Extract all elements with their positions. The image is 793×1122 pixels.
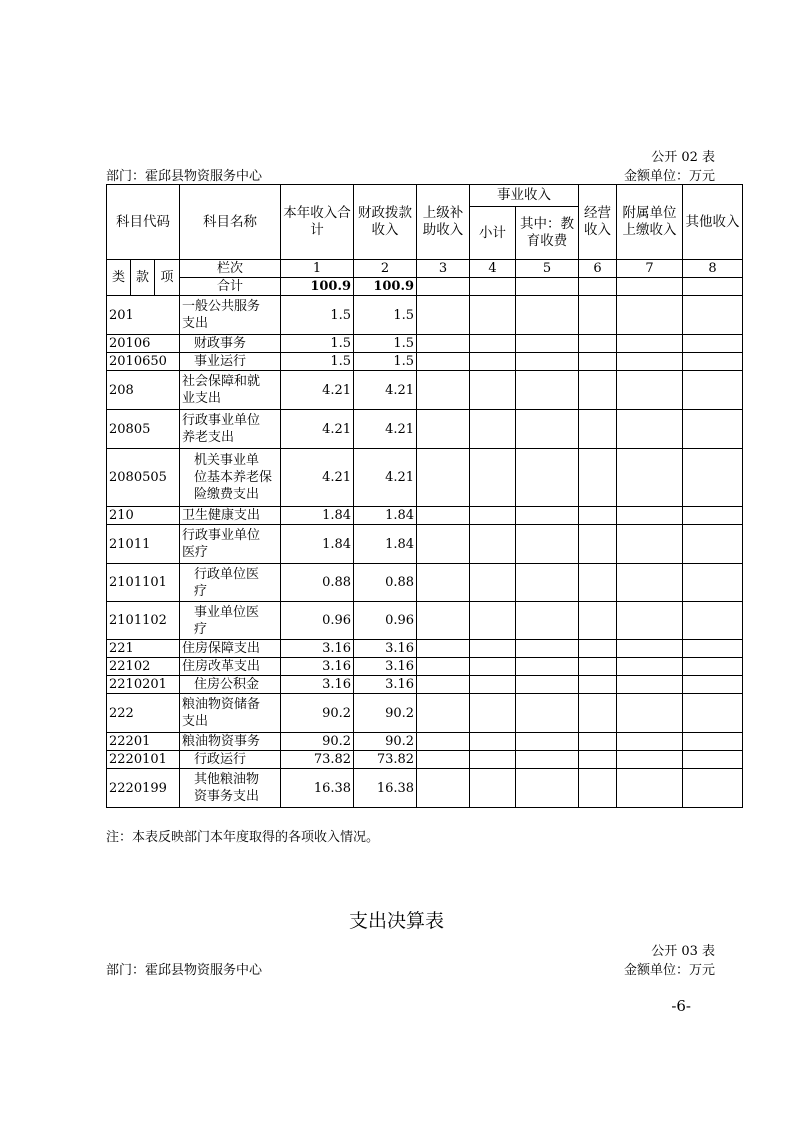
table-row xyxy=(107,335,743,353)
row-name xyxy=(180,602,281,640)
row-code: 2010650 xyxy=(107,353,180,371)
table-number-2: 公开 03 表 xyxy=(651,944,715,959)
row-name-line: 事业单位医 xyxy=(194,604,260,620)
empty-cell xyxy=(516,676,579,694)
row-code: 22102 xyxy=(107,658,180,676)
row-fiscal: 0.88 xyxy=(354,564,417,602)
empty-cell xyxy=(617,371,683,410)
empty-cell xyxy=(470,751,516,769)
empty-cell xyxy=(683,676,743,694)
table-row xyxy=(107,449,743,507)
row-name-line: 机关事业单 xyxy=(194,453,260,468)
row-total: 4.21 xyxy=(281,371,354,410)
header-total: 本年收入合计 xyxy=(281,185,354,260)
row-name-line: 事业运行 xyxy=(194,354,247,369)
empty-cell xyxy=(516,658,579,676)
empty-cell xyxy=(417,449,470,507)
header-fiscal: 财政拨款收入 xyxy=(354,185,417,260)
empty-cell xyxy=(617,769,683,808)
row-name xyxy=(180,335,281,353)
empty-cell xyxy=(683,353,743,371)
row-total: 1.5 xyxy=(281,296,354,335)
row-fiscal: 4.21 xyxy=(354,449,417,507)
empty-cell xyxy=(579,733,617,751)
header-code: 科目代码 xyxy=(107,185,180,260)
empty-cell xyxy=(516,296,579,335)
row-name xyxy=(180,371,281,410)
empty-cell xyxy=(470,676,516,694)
row-name xyxy=(180,296,281,335)
empty-cell xyxy=(417,733,470,751)
empty-cell xyxy=(470,335,516,353)
row-code: 210 xyxy=(107,507,180,525)
table-row xyxy=(107,525,743,564)
row-total: 4.21 xyxy=(281,449,354,507)
row-name-line: 行政运行 xyxy=(194,752,247,767)
empty-cell xyxy=(617,640,683,658)
empty-cell xyxy=(579,658,617,676)
empty-cell xyxy=(417,371,470,410)
table-row xyxy=(107,751,743,769)
empty-cell xyxy=(579,353,617,371)
header-kuan: 款 xyxy=(131,260,155,296)
empty-cell xyxy=(579,296,617,335)
empty-cell xyxy=(417,335,470,353)
empty-cell xyxy=(579,410,617,449)
empty-cell xyxy=(417,602,470,640)
empty-cell xyxy=(617,449,683,507)
empty-cell xyxy=(516,507,579,525)
col-number: 7 xyxy=(617,260,683,278)
row-name xyxy=(180,449,281,507)
table-row xyxy=(107,371,743,410)
sum-total: 100.9 xyxy=(281,278,354,296)
row-total: 90.2 xyxy=(281,733,354,751)
empty-cell xyxy=(683,296,743,335)
income-table xyxy=(106,184,743,808)
row-total: 4.21 xyxy=(281,410,354,449)
empty-cell xyxy=(516,564,579,602)
table-row xyxy=(107,507,743,525)
empty-cell xyxy=(683,564,743,602)
row-name xyxy=(180,410,281,449)
empty-cell xyxy=(617,564,683,602)
empty-cell xyxy=(516,410,579,449)
row-total: 0.88 xyxy=(281,564,354,602)
row-code: 222 xyxy=(107,694,180,733)
empty-cell xyxy=(683,658,743,676)
row-name-line: 行政事业单位 xyxy=(182,413,261,428)
row-name xyxy=(180,733,281,751)
empty-cell xyxy=(617,751,683,769)
row-name-line: 其他粮油物 xyxy=(194,772,260,787)
row-name-line: 住房改革支出 xyxy=(182,659,261,674)
empty-cell xyxy=(417,751,470,769)
col-number: 1 xyxy=(281,260,354,278)
empty-cell xyxy=(417,296,470,335)
empty-cell xyxy=(617,694,683,733)
empty-cell xyxy=(470,507,516,525)
empty-cell xyxy=(470,278,516,296)
table-row xyxy=(107,769,743,808)
row-name-line: 行政单位医 xyxy=(194,566,260,582)
row-name-line: 疗 xyxy=(194,583,208,599)
row-total: 1.5 xyxy=(281,335,354,353)
row-name-line: 资事务支出 xyxy=(194,789,260,804)
row-total: 73.82 xyxy=(281,751,354,769)
empty-cell xyxy=(470,449,516,507)
empty-cell xyxy=(516,449,579,507)
empty-cell xyxy=(470,658,516,676)
row-name-line: 行政事业单位 xyxy=(182,528,261,543)
empty-cell xyxy=(417,278,470,296)
header-career-group: 事业收入 xyxy=(470,185,579,207)
empty-cell xyxy=(470,353,516,371)
empty-cell xyxy=(617,335,683,353)
row-total: 16.38 xyxy=(281,769,354,808)
empty-cell xyxy=(617,658,683,676)
row-code: 20106 xyxy=(107,335,180,353)
table-row xyxy=(107,410,743,449)
empty-cell xyxy=(683,694,743,733)
header-other: 其他收入 xyxy=(683,185,743,260)
empty-cell xyxy=(579,769,617,808)
row-fiscal: 16.38 xyxy=(354,769,417,808)
empty-cell xyxy=(617,676,683,694)
row-name xyxy=(180,353,281,371)
table-row xyxy=(107,658,743,676)
empty-cell xyxy=(470,769,516,808)
row-name xyxy=(180,676,281,694)
row-code: 208 xyxy=(107,371,180,410)
row-fiscal: 1.84 xyxy=(354,507,417,525)
empty-cell xyxy=(417,658,470,676)
empty-cell xyxy=(579,602,617,640)
row-fiscal: 3.16 xyxy=(354,640,417,658)
empty-cell xyxy=(470,640,516,658)
empty-cell xyxy=(683,602,743,640)
empty-cell xyxy=(579,449,617,507)
empty-cell xyxy=(516,278,579,296)
row-name xyxy=(180,640,281,658)
table-row xyxy=(107,296,743,335)
unit-label-2: 金额单位：万元 xyxy=(623,963,715,978)
empty-cell xyxy=(516,769,579,808)
row-name-line: 粮油物资事务 xyxy=(182,734,261,749)
empty-cell xyxy=(683,449,743,507)
row-code: 20805 xyxy=(107,410,180,449)
row-name-line: 住房保障支出 xyxy=(182,641,261,656)
empty-cell xyxy=(516,602,579,640)
row-name-line: 养老支出 xyxy=(182,430,235,445)
empty-cell xyxy=(516,525,579,564)
empty-cell xyxy=(683,335,743,353)
empty-cell xyxy=(617,507,683,525)
row-name-line: 位基本养老保 xyxy=(194,470,273,485)
row-code: 22201 xyxy=(107,733,180,751)
unit-label: 金额单位：万元 xyxy=(623,169,715,184)
empty-cell xyxy=(417,564,470,602)
empty-cell xyxy=(417,694,470,733)
row-code: 221 xyxy=(107,640,180,658)
header-lei: 类 xyxy=(107,260,131,296)
empty-cell xyxy=(579,507,617,525)
empty-cell xyxy=(579,564,617,602)
row-fiscal: 1.5 xyxy=(354,353,417,371)
col-number: 5 xyxy=(516,260,579,278)
empty-cell xyxy=(470,602,516,640)
empty-cell xyxy=(516,371,579,410)
row-fiscal: 73.82 xyxy=(354,751,417,769)
empty-cell xyxy=(417,410,470,449)
page-number: -6- xyxy=(671,997,691,1015)
empty-cell xyxy=(470,564,516,602)
row-name-line: 财政事务 xyxy=(194,336,247,351)
row-name xyxy=(180,658,281,676)
empty-cell xyxy=(579,694,617,733)
row-name xyxy=(180,507,281,525)
department-label: 部门：霍邱县物资服务中心 xyxy=(106,169,263,184)
header-affiliate: 附属单位上缴收入 xyxy=(617,185,683,260)
empty-cell xyxy=(683,507,743,525)
empty-cell xyxy=(683,278,743,296)
header-upper: 上级补助收入 xyxy=(417,185,470,260)
row-fiscal: 1.5 xyxy=(354,296,417,335)
col-number: 3 xyxy=(417,260,470,278)
table-note: 注：本表反映部门本年度取得的各项收入情况。 xyxy=(106,830,380,845)
row-code: 2220101 xyxy=(107,751,180,769)
empty-cell xyxy=(579,640,617,658)
row-name xyxy=(180,694,281,733)
table-row xyxy=(107,602,743,640)
row-code: 201 xyxy=(107,296,180,335)
department-label-2: 部门：霍邱县物资服务中心 xyxy=(106,963,263,978)
row-name-line: 疗 xyxy=(194,621,208,637)
row-name xyxy=(180,769,281,808)
empty-cell xyxy=(617,278,683,296)
empty-cell xyxy=(617,602,683,640)
sum-fiscal: 100.9 xyxy=(354,278,417,296)
empty-cell xyxy=(617,525,683,564)
empty-cell xyxy=(417,353,470,371)
row-total: 1.5 xyxy=(281,353,354,371)
col-number: 6 xyxy=(579,260,617,278)
empty-cell xyxy=(683,640,743,658)
row-fiscal: 1.5 xyxy=(354,335,417,353)
header-lanci: 栏次 xyxy=(180,260,281,278)
col-number: 8 xyxy=(683,260,743,278)
empty-cell xyxy=(470,694,516,733)
empty-cell xyxy=(516,640,579,658)
empty-cell xyxy=(579,751,617,769)
row-code: 2101101 xyxy=(107,564,180,602)
empty-cell xyxy=(579,335,617,353)
empty-cell xyxy=(683,371,743,410)
empty-cell xyxy=(579,525,617,564)
empty-cell xyxy=(470,296,516,335)
section-title: 支出决算表 xyxy=(348,910,444,932)
empty-cell xyxy=(470,410,516,449)
row-fiscal: 3.16 xyxy=(354,676,417,694)
row-name-line: 住房公积金 xyxy=(194,677,260,692)
empty-cell xyxy=(417,676,470,694)
empty-cell xyxy=(470,525,516,564)
empty-cell xyxy=(516,335,579,353)
table-row xyxy=(107,640,743,658)
empty-cell xyxy=(683,525,743,564)
empty-cell xyxy=(579,676,617,694)
empty-cell xyxy=(417,525,470,564)
table-row xyxy=(107,694,743,733)
row-fiscal: 90.2 xyxy=(354,733,417,751)
row-name-line: 粮油物资储备 xyxy=(182,697,261,712)
header-career-subtotal: 小计 xyxy=(470,207,516,260)
row-name-line: 一般公共服务 xyxy=(182,299,261,314)
row-total: 1.84 xyxy=(281,525,354,564)
row-code: 2080505 xyxy=(107,449,180,507)
empty-cell xyxy=(470,733,516,751)
row-fiscal: 0.96 xyxy=(354,602,417,640)
empty-cell xyxy=(516,353,579,371)
empty-cell xyxy=(683,410,743,449)
col-number: 2 xyxy=(354,260,417,278)
empty-cell xyxy=(683,733,743,751)
empty-cell xyxy=(579,371,617,410)
empty-cell xyxy=(617,353,683,371)
row-fiscal: 4.21 xyxy=(354,371,417,410)
row-fiscal: 1.84 xyxy=(354,525,417,564)
header-business: 经营收入 xyxy=(579,185,617,260)
table-row xyxy=(107,564,743,602)
row-name-line: 医疗 xyxy=(182,545,209,560)
empty-cell xyxy=(617,410,683,449)
row-total: 3.16 xyxy=(281,676,354,694)
header-name: 科目名称 xyxy=(180,185,281,260)
row-total: 90.2 xyxy=(281,694,354,733)
empty-cell xyxy=(417,507,470,525)
row-name-line: 支出 xyxy=(182,316,209,331)
row-name xyxy=(180,564,281,602)
header-xiang: 项 xyxy=(155,260,180,296)
sum-label: 合计 xyxy=(180,278,281,296)
row-name-line: 险缴费支出 xyxy=(194,487,260,502)
row-code: 2101102 xyxy=(107,602,180,640)
table-row xyxy=(107,733,743,751)
row-total: 1.84 xyxy=(281,507,354,525)
empty-cell xyxy=(683,769,743,808)
empty-cell xyxy=(516,751,579,769)
row-name xyxy=(180,751,281,769)
row-fiscal: 90.2 xyxy=(354,694,417,733)
row-code: 21011 xyxy=(107,525,180,564)
row-name xyxy=(180,525,281,564)
row-name-line: 社会保障和就 xyxy=(182,374,261,389)
row-code: 2220199 xyxy=(107,769,180,808)
empty-cell xyxy=(579,278,617,296)
empty-cell xyxy=(417,640,470,658)
row-code: 2210201 xyxy=(107,676,180,694)
empty-cell xyxy=(470,371,516,410)
empty-cell xyxy=(617,733,683,751)
table-row xyxy=(107,353,743,371)
row-total: 0.96 xyxy=(281,602,354,640)
empty-cell xyxy=(516,733,579,751)
table-row xyxy=(107,676,743,694)
row-total: 3.16 xyxy=(281,658,354,676)
row-name-line: 支出 xyxy=(182,714,209,729)
empty-cell xyxy=(683,751,743,769)
row-name-line: 业支出 xyxy=(182,391,222,406)
table-number: 公开 02 表 xyxy=(651,150,715,165)
header-career-edu: 其中：教育收费 xyxy=(516,207,579,260)
row-fiscal: 4.21 xyxy=(354,410,417,449)
row-name-line: 卫生健康支出 xyxy=(182,508,261,523)
empty-cell xyxy=(617,296,683,335)
row-total: 3.16 xyxy=(281,640,354,658)
col-number: 4 xyxy=(470,260,516,278)
row-fiscal: 3.16 xyxy=(354,658,417,676)
empty-cell xyxy=(516,694,579,733)
empty-cell xyxy=(417,769,470,808)
